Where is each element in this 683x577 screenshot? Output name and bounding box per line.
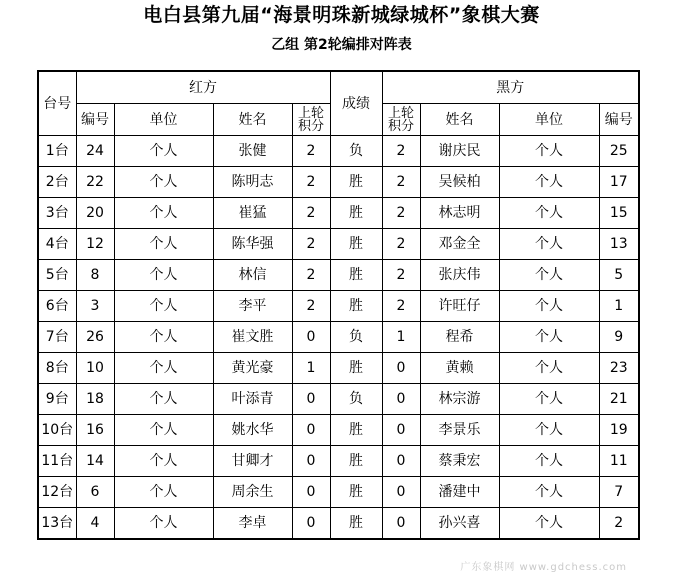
header-black-name: 姓名 bbox=[420, 104, 499, 136]
header-board: 台号 bbox=[38, 71, 76, 136]
red-prev-score-cell: 2 bbox=[292, 198, 330, 229]
red-number-cell: 8 bbox=[76, 260, 114, 291]
red-unit-cell: 个人 bbox=[114, 229, 213, 260]
black-name-cell: 吴候柏 bbox=[420, 167, 499, 198]
watermark: 广东象棋网 www.gdchess.com bbox=[460, 562, 627, 573]
result-cell: 胜 bbox=[330, 508, 382, 540]
black-prev-score-cell: 1 bbox=[382, 322, 420, 353]
table-row bbox=[38, 198, 639, 229]
red-prev-score-cell: 0 bbox=[292, 446, 330, 477]
red-name-cell: 林信 bbox=[213, 260, 292, 291]
red-unit-cell: 个人 bbox=[114, 136, 213, 167]
red-number-cell: 10 bbox=[76, 353, 114, 384]
red-name-cell: 甘卿才 bbox=[213, 446, 292, 477]
black-name-cell: 邓金全 bbox=[420, 229, 499, 260]
red-name-cell: 崔猛 bbox=[213, 198, 292, 229]
red-prev-score-cell: 0 bbox=[292, 415, 330, 446]
red-unit-cell: 个人 bbox=[114, 260, 213, 291]
red-prev-score-cell: 2 bbox=[292, 167, 330, 198]
header-result: 成绩 bbox=[330, 71, 382, 136]
result-cell: 胜 bbox=[330, 353, 382, 384]
black-number-cell: 7 bbox=[599, 477, 639, 508]
table-row bbox=[38, 260, 639, 291]
red-name-cell: 陈明志 bbox=[213, 167, 292, 198]
red-prev-score-cell: 2 bbox=[292, 260, 330, 291]
black-unit-cell: 个人 bbox=[499, 477, 599, 508]
header-black-number: 编号 bbox=[599, 104, 639, 136]
table-row bbox=[38, 415, 639, 446]
red-number-cell: 4 bbox=[76, 508, 114, 540]
black-name-cell: 潘建中 bbox=[420, 477, 499, 508]
red-prev-score-cell: 0 bbox=[292, 384, 330, 415]
red-number-cell: 6 bbox=[76, 477, 114, 508]
black-prev-score-cell: 0 bbox=[382, 353, 420, 384]
red-number-cell: 18 bbox=[76, 384, 114, 415]
header-row-top bbox=[38, 71, 639, 104]
red-name-cell: 李平 bbox=[213, 291, 292, 322]
black-number-cell: 23 bbox=[599, 353, 639, 384]
black-number-cell: 1 bbox=[599, 291, 639, 322]
document-subtitle: 乙组 第2轮编排对阵表 bbox=[271, 37, 412, 53]
red-unit-cell: 个人 bbox=[114, 291, 213, 322]
black-number-cell: 21 bbox=[599, 384, 639, 415]
black-unit-cell: 个人 bbox=[499, 322, 599, 353]
result-cell: 胜 bbox=[330, 291, 382, 322]
result-cell: 负 bbox=[330, 322, 382, 353]
red-prev-score-cell: 2 bbox=[292, 136, 330, 167]
red-number-cell: 14 bbox=[76, 446, 114, 477]
red-prev-score-cell: 0 bbox=[292, 322, 330, 353]
black-unit-cell: 个人 bbox=[499, 508, 599, 540]
prev-score-line1: 上轮 bbox=[387, 105, 414, 121]
table-row bbox=[38, 167, 639, 198]
board-cell: 12台 bbox=[38, 477, 76, 508]
black-prev-score-cell: 0 bbox=[382, 508, 420, 540]
black-number-cell: 5 bbox=[599, 260, 639, 291]
red-unit-cell: 个人 bbox=[114, 384, 213, 415]
result-cell: 胜 bbox=[330, 446, 382, 477]
red-number-cell: 3 bbox=[76, 291, 114, 322]
red-unit-cell: 个人 bbox=[114, 446, 213, 477]
black-unit-cell: 个人 bbox=[499, 198, 599, 229]
red-prev-score-cell: 1 bbox=[292, 353, 330, 384]
black-unit-cell: 个人 bbox=[499, 136, 599, 167]
header-red-prev-score bbox=[292, 104, 330, 136]
black-unit-cell: 个人 bbox=[499, 384, 599, 415]
red-prev-score-cell: 0 bbox=[292, 477, 330, 508]
table-row bbox=[38, 446, 639, 477]
header-red-number: 编号 bbox=[76, 104, 114, 136]
red-name-cell: 陈华强 bbox=[213, 229, 292, 260]
board-cell: 1台 bbox=[38, 136, 76, 167]
result-cell: 胜 bbox=[330, 477, 382, 508]
table-row bbox=[38, 353, 639, 384]
black-name-cell: 谢庆民 bbox=[420, 136, 499, 167]
red-prev-score-cell: 2 bbox=[292, 229, 330, 260]
black-unit-cell: 个人 bbox=[499, 446, 599, 477]
black-unit-cell: 个人 bbox=[499, 415, 599, 446]
red-number-cell: 22 bbox=[76, 167, 114, 198]
black-unit-cell: 个人 bbox=[499, 260, 599, 291]
red-prev-score-cell: 2 bbox=[292, 291, 330, 322]
black-name-cell: 许旺仔 bbox=[420, 291, 499, 322]
red-unit-cell: 个人 bbox=[114, 415, 213, 446]
result-cell: 胜 bbox=[330, 167, 382, 198]
table-row bbox=[38, 384, 639, 415]
black-name-cell: 林宗游 bbox=[420, 384, 499, 415]
result-cell: 胜 bbox=[330, 415, 382, 446]
red-unit-cell: 个人 bbox=[114, 508, 213, 540]
red-unit-cell: 个人 bbox=[114, 477, 213, 508]
black-prev-score-cell: 2 bbox=[382, 229, 420, 260]
black-prev-score-cell: 0 bbox=[382, 446, 420, 477]
black-name-cell: 孙兴喜 bbox=[420, 508, 499, 540]
board-cell: 11台 bbox=[38, 446, 76, 477]
black-prev-score-cell: 2 bbox=[382, 198, 420, 229]
result-cell: 负 bbox=[330, 136, 382, 167]
black-prev-score-cell: 0 bbox=[382, 384, 420, 415]
header-black-prev-score bbox=[382, 104, 420, 136]
prev-score-line2: 积分 bbox=[297, 118, 324, 134]
black-name-cell: 程希 bbox=[420, 322, 499, 353]
black-unit-cell: 个人 bbox=[499, 291, 599, 322]
black-name-cell: 林志明 bbox=[420, 198, 499, 229]
red-number-cell: 24 bbox=[76, 136, 114, 167]
pairings-table bbox=[37, 70, 640, 540]
table-row bbox=[38, 477, 639, 508]
board-cell: 13台 bbox=[38, 508, 76, 540]
black-unit-cell: 个人 bbox=[499, 229, 599, 260]
black-name-cell: 张庆伟 bbox=[420, 260, 499, 291]
black-number-cell: 9 bbox=[599, 322, 639, 353]
prev-score-line1: 上轮 bbox=[297, 105, 324, 121]
board-cell: 9台 bbox=[38, 384, 76, 415]
black-number-cell: 11 bbox=[599, 446, 639, 477]
table-row bbox=[38, 508, 639, 540]
table-row bbox=[38, 291, 639, 322]
red-name-cell: 崔文胜 bbox=[213, 322, 292, 353]
red-prev-score-cell: 0 bbox=[292, 508, 330, 540]
header-black-side: 黑方 bbox=[382, 71, 639, 104]
black-number-cell: 17 bbox=[599, 167, 639, 198]
black-name-cell: 李景乐 bbox=[420, 415, 499, 446]
table-row bbox=[38, 229, 639, 260]
board-cell: 3台 bbox=[38, 198, 76, 229]
result-cell: 负 bbox=[330, 384, 382, 415]
board-cell: 2台 bbox=[38, 167, 76, 198]
black-prev-score-cell: 2 bbox=[382, 167, 420, 198]
black-number-cell: 2 bbox=[599, 508, 639, 540]
table-row bbox=[38, 136, 639, 167]
board-cell: 10台 bbox=[38, 415, 76, 446]
red-unit-cell: 个人 bbox=[114, 322, 213, 353]
board-cell: 5台 bbox=[38, 260, 76, 291]
red-name-cell: 周余生 bbox=[213, 477, 292, 508]
black-number-cell: 19 bbox=[599, 415, 639, 446]
black-prev-score-cell: 2 bbox=[382, 291, 420, 322]
red-number-cell: 26 bbox=[76, 322, 114, 353]
board-cell: 6台 bbox=[38, 291, 76, 322]
black-unit-cell: 个人 bbox=[499, 353, 599, 384]
header-red-side: 红方 bbox=[76, 71, 330, 104]
table-row bbox=[38, 322, 639, 353]
header-black-unit: 单位 bbox=[499, 104, 599, 136]
red-unit-cell: 个人 bbox=[114, 353, 213, 384]
black-number-cell: 15 bbox=[599, 198, 639, 229]
red-name-cell: 张健 bbox=[213, 136, 292, 167]
black-number-cell: 25 bbox=[599, 136, 639, 167]
board-cell: 7台 bbox=[38, 322, 76, 353]
header-red-unit: 单位 bbox=[114, 104, 213, 136]
black-prev-score-cell: 2 bbox=[382, 260, 420, 291]
red-number-cell: 12 bbox=[76, 229, 114, 260]
red-unit-cell: 个人 bbox=[114, 167, 213, 198]
red-name-cell: 黄光豪 bbox=[213, 353, 292, 384]
black-prev-score-cell: 0 bbox=[382, 477, 420, 508]
board-cell: 4台 bbox=[38, 229, 76, 260]
black-unit-cell: 个人 bbox=[499, 167, 599, 198]
result-cell: 胜 bbox=[330, 260, 382, 291]
red-number-cell: 20 bbox=[76, 198, 114, 229]
result-cell: 胜 bbox=[330, 198, 382, 229]
result-cell: 胜 bbox=[330, 229, 382, 260]
red-name-cell: 叶添青 bbox=[213, 384, 292, 415]
red-name-cell: 姚水华 bbox=[213, 415, 292, 446]
document-title: 电白县第九届“海景明珠新城绿城杯”象棋大赛 bbox=[143, 4, 540, 26]
black-number-cell: 13 bbox=[599, 229, 639, 260]
red-number-cell: 16 bbox=[76, 415, 114, 446]
prev-score-line2: 积分 bbox=[387, 118, 414, 134]
red-unit-cell: 个人 bbox=[114, 198, 213, 229]
red-name-cell: 李卓 bbox=[213, 508, 292, 540]
header-red-name: 姓名 bbox=[213, 104, 292, 136]
black-prev-score-cell: 0 bbox=[382, 415, 420, 446]
black-name-cell: 蔡秉宏 bbox=[420, 446, 499, 477]
pairings-body bbox=[38, 136, 639, 540]
black-prev-score-cell: 2 bbox=[382, 136, 420, 167]
board-cell: 8台 bbox=[38, 353, 76, 384]
black-name-cell: 黄赖 bbox=[420, 353, 499, 384]
